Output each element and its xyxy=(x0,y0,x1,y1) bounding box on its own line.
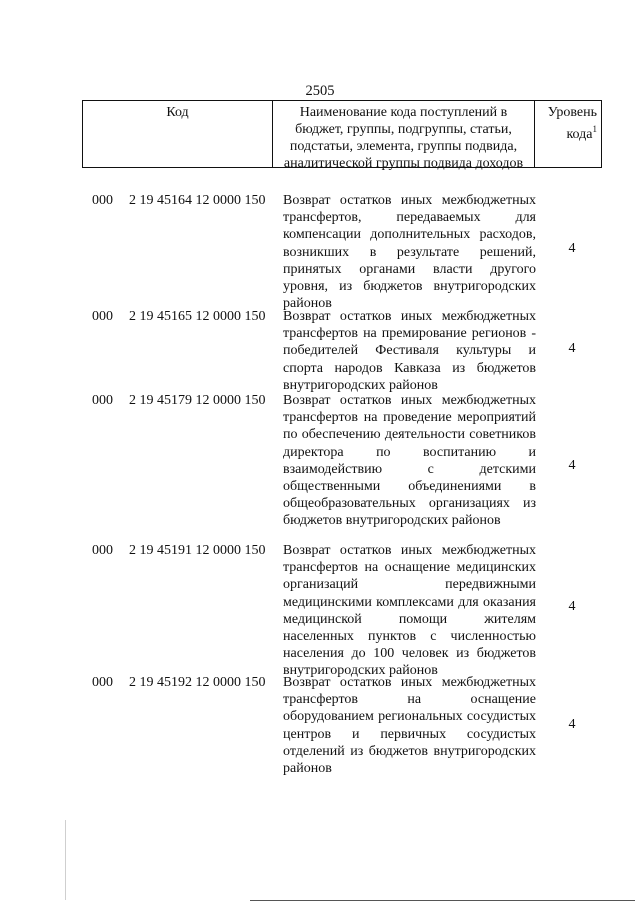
row-level: 4 xyxy=(568,599,576,614)
row-admin-code: 000 xyxy=(92,543,113,558)
header-name: Наименование кода поступлений в бюджет, группы, подгруппы, статьи, подстатьи, элемента, группы подвида, аналитической группы подвида доходов xyxy=(273,101,535,167)
header-code: Код xyxy=(83,101,273,167)
row-level: 4 xyxy=(568,458,576,473)
header-level-line1: Уровень xyxy=(547,105,597,120)
page-bottom-edge xyxy=(250,900,635,901)
row-level: 4 xyxy=(568,717,576,732)
header-level xyxy=(535,101,601,167)
row-admin-code: 000 xyxy=(92,675,113,690)
row-revenue-code: 2 19 45192 12 0000 150 xyxy=(129,675,266,690)
row-description: Возврат остатков иных межбюджетных трансфертов на премирование регионов - победителей Фестиваля культуры и спорта народов Кавказа из бюджетов внутригородских районов xyxy=(283,309,536,393)
scan-edge-line xyxy=(65,820,66,900)
row-admin-code: 000 xyxy=(92,193,113,208)
row-level: 4 xyxy=(568,341,576,356)
row-admin-code: 000 xyxy=(92,309,113,324)
page-number: 2505 xyxy=(305,83,335,99)
row-description: Возврат остатков иных межбюджетных трансфертов, передаваемых для компенсации дополнительных расходов, возникших в результате решений, принятых органами власти другого уровня, из бюджетов внутригородских районов xyxy=(283,193,536,312)
row-admin-code: 000 xyxy=(92,393,113,408)
row-revenue-code: 2 19 45164 12 0000 150 xyxy=(129,193,266,208)
header-level-line2: кода xyxy=(566,127,593,142)
row-revenue-code: 2 19 45165 12 0000 150 xyxy=(129,309,266,324)
row-level: 4 xyxy=(568,241,576,256)
row-description: Возврат остатков иных межбюджетных трансфертов на проведение мероприятий по обеспечению деятельности советников директора по воспитанию и взаимодействию с детскими общественными объединениями в общеобразовательных организациях из бюджетов внутригородских районов xyxy=(283,393,536,529)
header-level-footnote: 1 xyxy=(592,124,597,134)
row-description: Возврат остатков иных межбюджетных трансфертов на оснащение оборудованием региональных сосудистых центров и первичных сосудистых отделений из бюджетов внутригородских районов xyxy=(283,675,536,777)
table-header xyxy=(82,100,602,171)
row-revenue-code: 2 19 45179 12 0000 150 xyxy=(129,393,266,408)
row-description: Возврат остатков иных межбюджетных трансфертов на оснащение медицинских организаций передвижными медицинскими комплексами для оказания медицинской помощи жителям населенных пунктов с численностью населения до 100 человек из бюджетов внутригородских районов xyxy=(283,543,536,679)
row-revenue-code: 2 19 45191 12 0000 150 xyxy=(129,543,266,558)
